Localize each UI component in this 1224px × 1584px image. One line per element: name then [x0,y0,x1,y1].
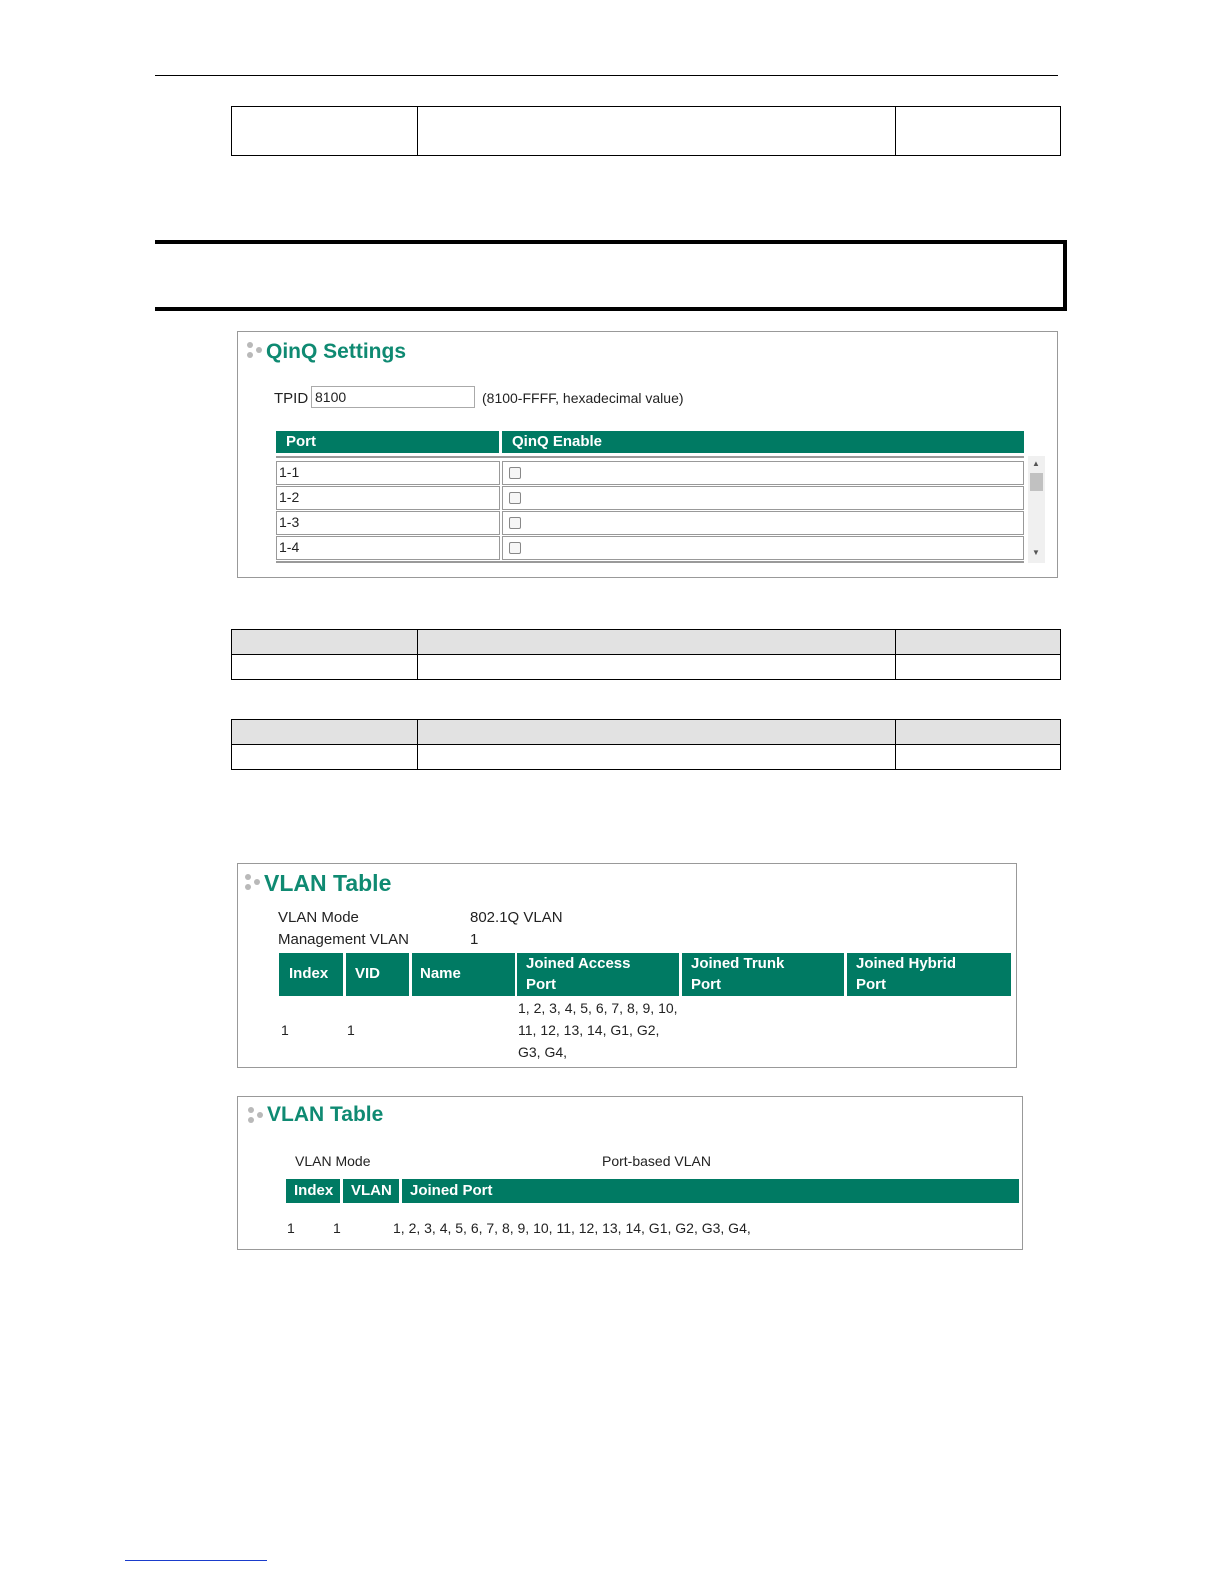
next-row-edge [276,561,1024,563]
doc-table-cell [232,745,418,770]
scroll-up-arrow-icon[interactable]: ▲ [1032,459,1040,468]
row-index: 1 [281,1022,289,1038]
vlan-mode-label: VLAN Mode [295,1153,371,1169]
doc-table-cell [896,745,1061,770]
doc-table-cell [896,720,1061,745]
col-header-joined-trunk-line1: Joined Trunk [691,955,785,972]
panel-title: QinQ Settings [266,340,407,363]
col-header-qinq-enable [502,431,1024,453]
qinq-enable-checkbox[interactable] [509,517,521,529]
header-divider [276,456,1024,458]
row-vlan: 1 [333,1220,341,1236]
col-header-joined-hybrid-line2: Port [856,976,886,993]
scroll-down-arrow-icon[interactable]: ▼ [1032,548,1040,557]
port-cell-4: 1-4 [276,536,500,560]
col-header-index-label: Index [294,1182,334,1199]
panel-title: VLAN Table [267,1103,384,1126]
col-header-joined-access-line2: Port [526,976,556,993]
col-header-name [412,953,515,996]
doc-table-cell [418,720,896,745]
col-header-vid [346,953,409,996]
port-cell-1: 1-1 [276,461,500,485]
col-header-index-label: Index [289,965,329,982]
col-header-joined-trunk-port [682,953,844,996]
mgmt-vlan-label: Management VLAN [278,931,409,948]
doc-table-mid2 [231,719,1061,770]
col-header-vid-label: VID [355,965,381,982]
doc-table-cell [232,720,418,745]
doc-table-cell [232,630,418,655]
port-cell-3: 1-3 [276,511,500,535]
row-joined-port: 1, 2, 3, 4, 5, 6, 7, 8, 9, 10, 11, 12, 13, 14, G1, G2, G3, G4, [393,1220,751,1236]
doc-table-cell [418,630,896,655]
scrollbar[interactable] [1028,456,1045,563]
col-header-vlan [343,1179,399,1203]
col-header-port [276,431,499,453]
title-dots-icon [246,342,264,362]
note-box [155,240,1067,311]
enable-cell-4 [502,536,1024,560]
doc-table-cell [418,745,896,770]
mgmt-vlan-value: 1 [470,931,479,948]
qinq-settings-panel [237,331,1058,578]
col-header-enable-label: QinQ Enable [512,433,603,450]
col-header-joined-hybrid-line1: Joined Hybrid [856,955,957,972]
col-header-joined-access-line1: Joined Access [526,955,631,972]
doc-table-cell [232,655,418,680]
col-header-vlan-label: VLAN [351,1182,392,1199]
port-cell-2: 1-2 [276,486,500,510]
doc-table-cell [896,630,1061,655]
col-header-index [286,1179,340,1203]
enable-cell-1 [502,461,1024,485]
header-rule [155,75,1058,76]
doc-table-cell [896,107,1061,156]
tpid-hint: (8100-FFFF, hexadecimal value) [482,390,684,406]
enable-cell-3 [502,511,1024,535]
enable-cell-2 [502,486,1024,510]
row-index: 1 [287,1220,295,1236]
doc-table-cell [418,107,896,156]
col-header-joined-access-port [517,953,679,996]
qinq-enable-checkbox[interactable] [509,542,521,554]
title-dots-icon [247,1107,265,1127]
scrollbar-thumb[interactable] [1030,473,1043,491]
row-vid: 1 [347,1022,355,1038]
doc-table-top [231,106,1061,156]
vlan-mode-value: 802.1Q VLAN [470,909,563,926]
row-access-line3: G3, G4, [518,1044,568,1060]
row-access-line1: 1, 2, 3, 4, 5, 6, 7, 8, 9, 10, [518,1000,678,1016]
col-header-joined-hybrid-port [847,953,1011,996]
col-header-port-label: Port [286,433,316,450]
doc-table-cell [232,107,418,156]
qinq-enable-checkbox[interactable] [509,492,521,504]
doc-table-mid1 [231,629,1061,680]
doc-table-cell [418,655,896,680]
col-header-joined-port [402,1179,1019,1203]
qinq-enable-checkbox[interactable] [509,467,521,479]
panel-title: VLAN Table [264,870,392,896]
col-header-joined-trunk-line2: Port [691,976,721,993]
vlan-table-8021q-panel [237,863,1017,1068]
tpid-label: TPID [274,390,309,407]
title-dots-icon [244,874,262,894]
col-header-joined-port-label: Joined Port [410,1182,493,1199]
col-header-name-label: Name [420,965,461,982]
vlan-mode-label: VLAN Mode [278,909,359,926]
row-access-line2: 11, 12, 13, 14, G1, G2, [518,1022,660,1038]
vlan-mode-value: Port-based VLAN [602,1153,711,1169]
vlan-table-port-panel [237,1096,1023,1250]
footer-link-underline [125,1560,267,1561]
tpid-input[interactable] [311,386,475,408]
doc-table-cell [896,655,1061,680]
col-header-index [279,953,343,996]
